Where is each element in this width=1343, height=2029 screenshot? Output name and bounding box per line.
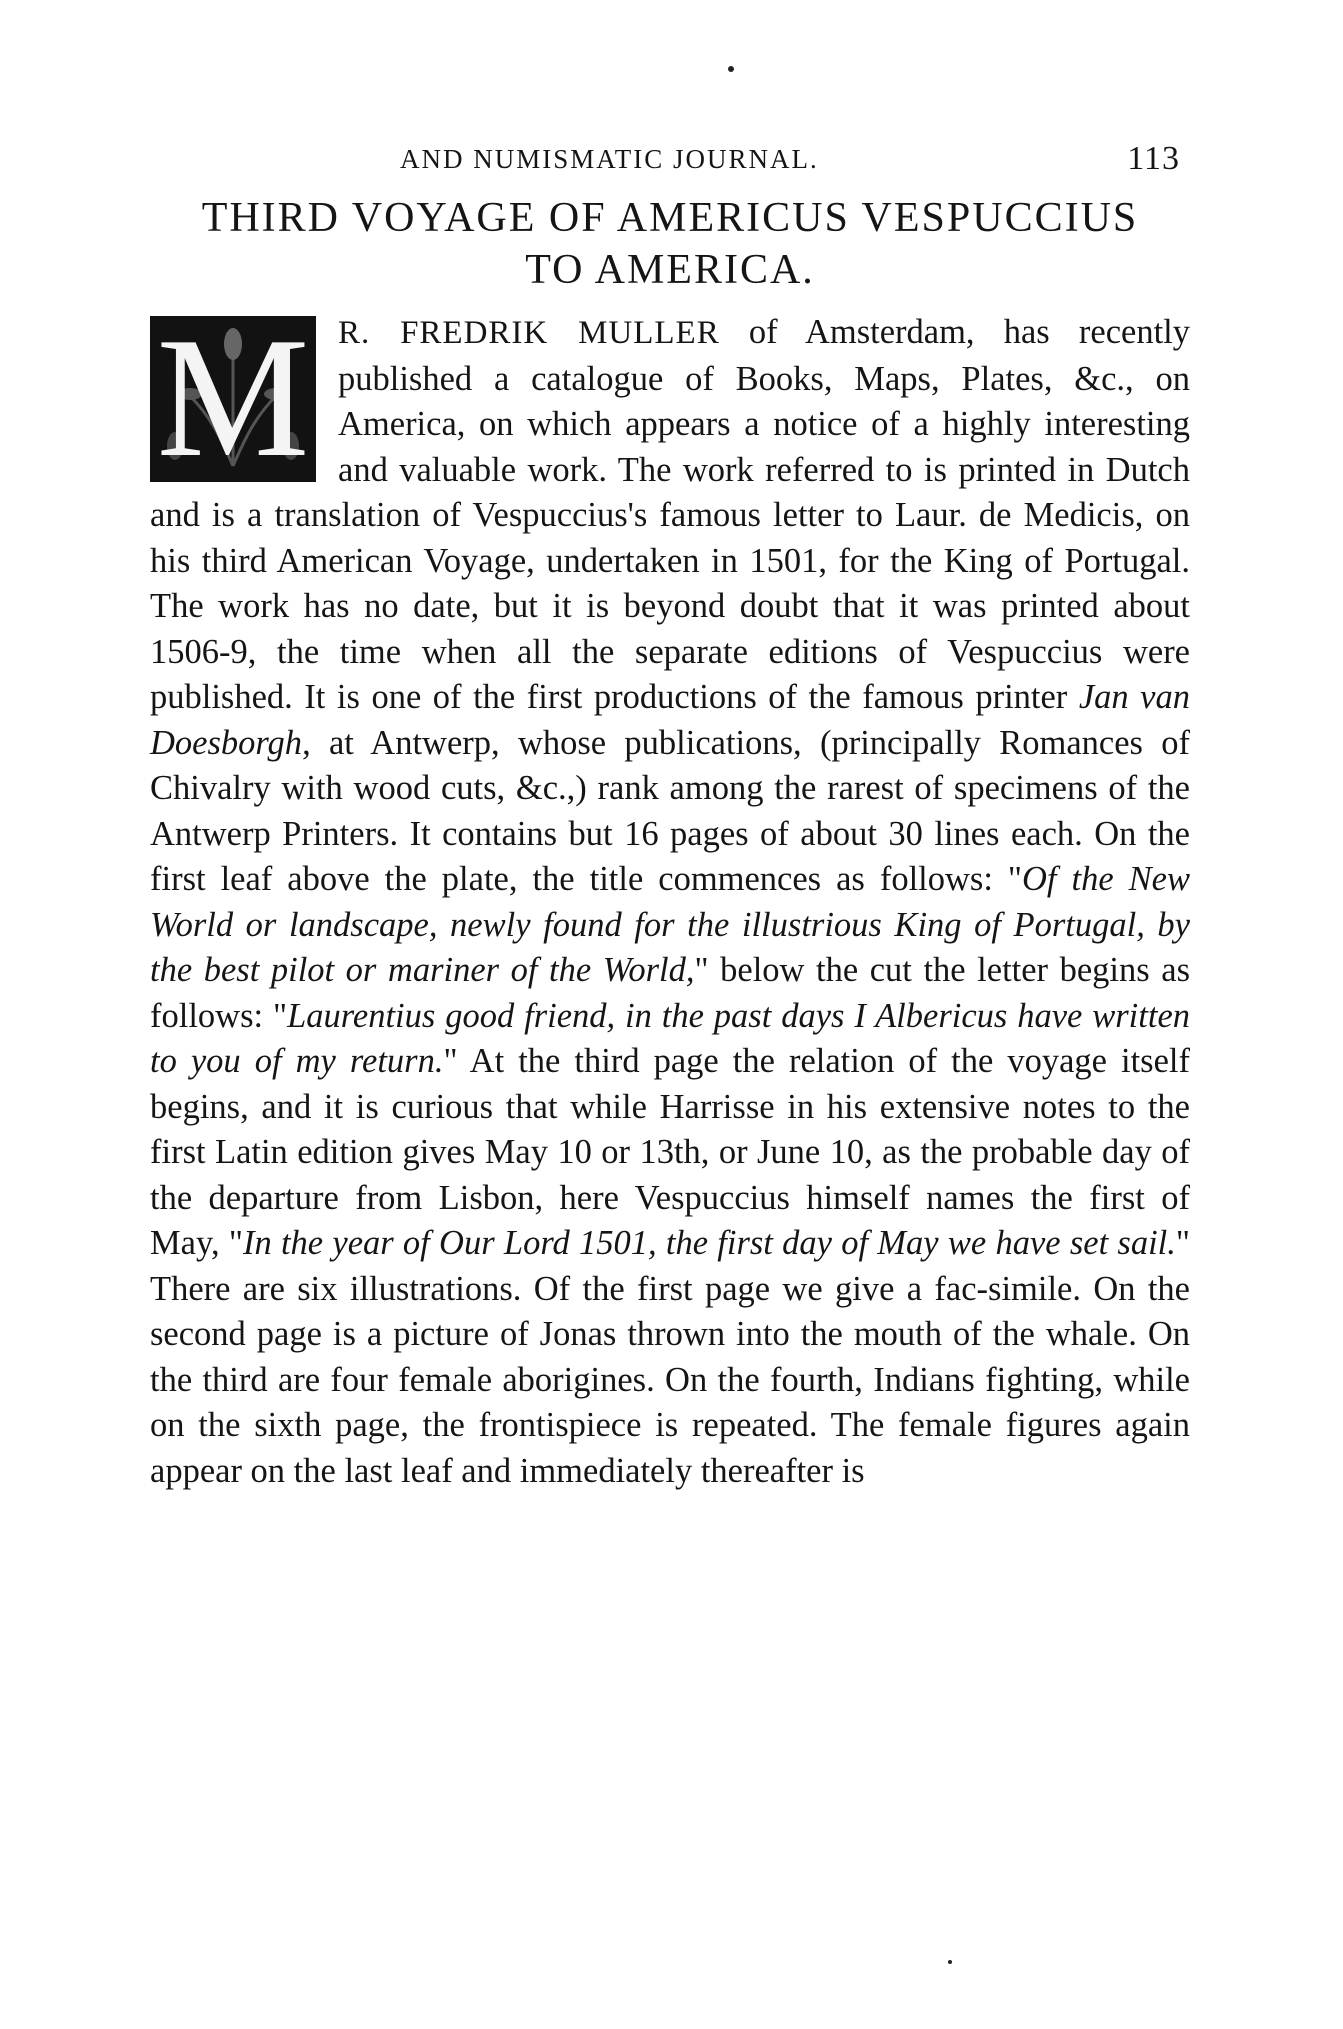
- body-text-segment: " At the third page the relation of the voyage itself begins, and it is curious that while Harrisse in his extensive notes to the first Latin edition gives May 10 or 13th, or June 10, as the probable day of the departure from Lisbon, here Vespuccius himself names the first of May, ": [150, 1042, 1190, 1262]
- body-text-segment: , at Antwerp, whose publications, (principally Romances of Chivalry with wood cuts, &c.,) rank among the rarest of specimens of the Antwerp Printers. It contains but 16 pages of about 30 lines each. On the first leaf above the plate, the title commences as follows: ": [150, 723, 1190, 898]
- article-title: [150, 192, 1190, 296]
- article-body: [150, 310, 1190, 1494]
- body-text-segment: " There are six illustrations. Of the first page we give a fac-simile. On the second page is a picture of Jonas thrown into the mouth of the whale. On the third are four female aborigines. On the fourth, Indians fighting, while on the sixth page, the frontispiece is repeated. The female figures again appear on the last leaf and immediately thereafter is: [150, 1224, 1190, 1490]
- book-page: [150, 130, 1190, 1494]
- running-head-title: AND NUMISMATIC JOURNAL.: [400, 144, 819, 174]
- article-title-line-2: TO AMERICA.: [525, 247, 815, 293]
- top-printer-dot: [728, 66, 734, 72]
- bottom-printer-dot: [948, 1960, 952, 1964]
- drop-cap-letter: M: [156, 316, 310, 482]
- body-text-segment: " below the cut the letter begins as follows: ": [150, 951, 1190, 1035]
- ornamental-drop-cap: [150, 316, 316, 482]
- page-number: 113: [1127, 140, 1180, 177]
- italic-printer-name: Jan van Doesborgh: [150, 678, 1190, 762]
- article-title-line-1: THIRD VOYAGE OF AMERICUS VESPUCCIUS: [201, 195, 1139, 241]
- italic-letter-quote: Laurentius good friend, in the past days I Albericus have written to you of my return.: [150, 996, 1191, 1080]
- lead-caps-name: R. FREDRIK MULLER: [338, 315, 720, 351]
- italic-sailing-quote: In the year of Our Lord 1501, the first day of May we have set sail.: [242, 1224, 1176, 1262]
- body-text-segment: of Amsterdam, has recently published a catalogue of Books, Maps, Plates, &c., on America, on which appears a notice of a highly interesting and valuable work. The work referred to is printed in Dutch and is a translation of Vespuccius's famous letter to Laur. de Medicis, on his third American Voyage, undertaken in 1501, for the King of Portugal. The work has no date, but it is beyond doubt that it was printed about 1506-9, the time when all the separate editions of Vespuccius were published. It is one of the first productions of the famous printer: [150, 313, 1190, 716]
- italic-title-quote: Of the New World or landscape, newly found for the illustrious King of Portugal, by the best pilot or mariner of the World,: [150, 860, 1190, 989]
- running-head: [150, 130, 1190, 182]
